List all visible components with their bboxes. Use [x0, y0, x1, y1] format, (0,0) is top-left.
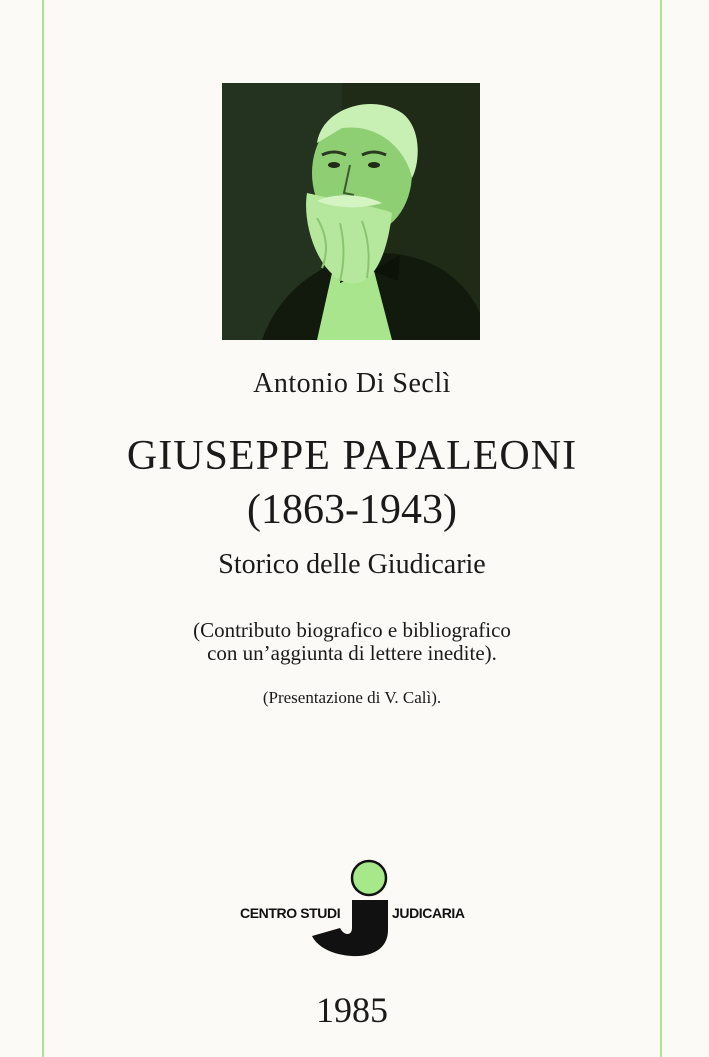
presentation-note: (Presentazione di V. Calì).: [262, 688, 442, 707]
publisher-name-right: JUDICARIA: [392, 905, 465, 921]
right-green-rule: [660, 0, 662, 1057]
publication-year: 1985: [316, 990, 388, 1030]
contribution-line-2: con un’aggiunta di lettere inedite).: [207, 641, 497, 665]
publisher-name-left: CENTRO STUDI: [240, 905, 341, 921]
contribution-line-1: (Contributo biografico e bibliografico: [193, 618, 511, 642]
author-name: Antonio Di Seclì: [253, 368, 451, 399]
book-subtitle: Storico delle Giudicarie: [218, 549, 486, 580]
publisher-logo: [240, 858, 480, 958]
author-portrait-photo: [222, 83, 480, 340]
book-title: GIUSEPPE PAPALEONI: [126, 433, 578, 479]
portrait-illustration: [222, 83, 480, 340]
life-dates: (1863-1943): [247, 487, 457, 533]
